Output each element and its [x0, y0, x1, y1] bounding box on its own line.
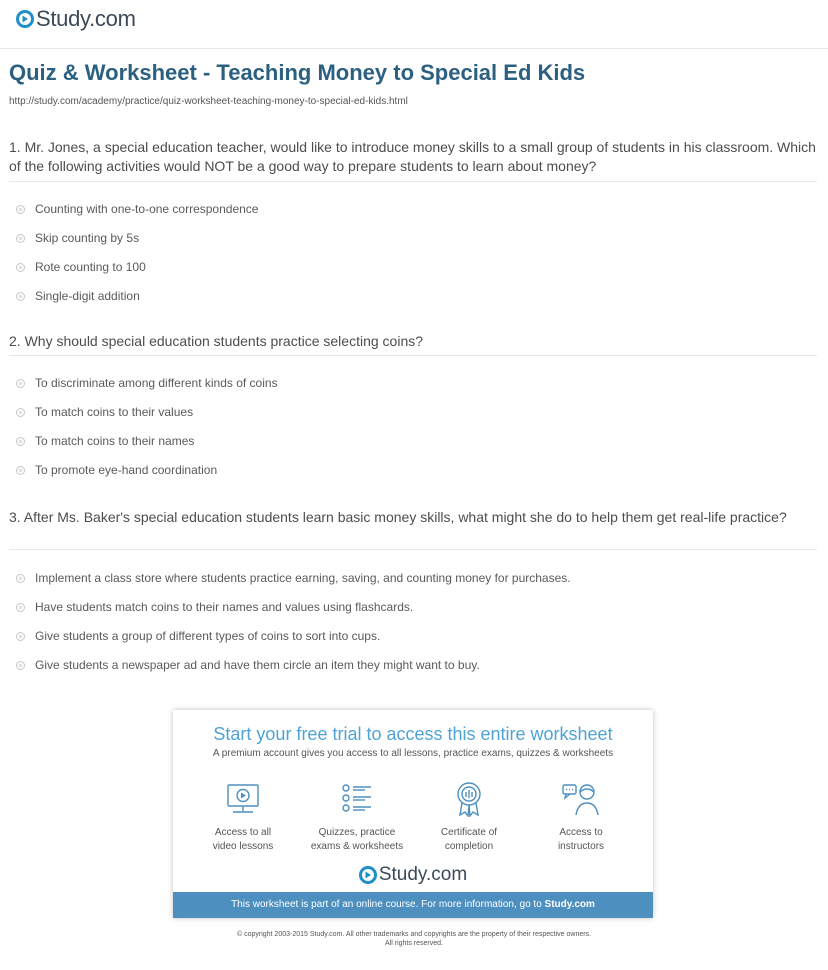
question-3-divider — [9, 549, 817, 550]
question-1-option-3[interactable] — [16, 260, 146, 274]
study-logo-text: Study.com — [36, 6, 136, 31]
feature-instructors — [531, 780, 631, 854]
question-3-option-2[interactable] — [16, 600, 413, 614]
instructor-icon — [531, 780, 631, 818]
option-label: To match coins to their values — [35, 405, 194, 419]
question-2-option-3[interactable] — [16, 434, 194, 448]
radio-button[interactable] — [16, 234, 25, 243]
certificate-icon — [419, 780, 519, 818]
promo-course-bar — [173, 892, 653, 918]
feature-line-2: instructors — [557, 841, 605, 852]
radio-button[interactable] — [16, 632, 25, 641]
question-2-option-2[interactable] — [16, 405, 193, 419]
feature-line-2: completion — [444, 841, 494, 852]
radio-button[interactable] — [16, 263, 25, 272]
page-title: Quiz & Worksheet - Teaching Money to Special Ed Kids — [9, 60, 586, 85]
copyright-line-1: © copyright 2003-2015 Study.com. All other trademarks and copyrights are the property of their respective owners. — [236, 931, 592, 938]
question-3-option-1[interactable] — [16, 571, 571, 585]
question-3-option-4[interactable] — [16, 658, 480, 672]
feature-line-1: Certificate of — [440, 827, 498, 838]
study-logo-play-icon — [359, 866, 377, 884]
option-label: Counting with one-to-one correspondence — [35, 202, 259, 216]
radio-button[interactable] — [16, 379, 25, 388]
radio-button[interactable] — [16, 408, 25, 417]
promo-logo-text: Study.com — [378, 864, 468, 885]
feature-line-2: video lessons — [212, 841, 274, 852]
option-label: Give students a newspaper ad and have them circle an item they might want to buy. — [35, 658, 480, 672]
video-lesson-icon — [193, 780, 293, 818]
question-1-option-2[interactable] — [16, 231, 139, 245]
feature-line-2: exams & worksheets — [310, 841, 404, 852]
radio-button[interactable] — [16, 661, 25, 670]
option-label: Skip counting by 5s — [35, 231, 140, 245]
radio-button[interactable] — [16, 603, 25, 612]
study-logo-play-icon — [16, 10, 34, 28]
feature-video-lessons — [193, 780, 293, 854]
feature-line-1: Access to — [559, 827, 603, 838]
radio-button[interactable] — [16, 205, 25, 214]
feature-quizzes — [307, 780, 407, 854]
radio-button[interactable] — [16, 437, 25, 446]
question-3-text: 3. After Ms. Baker's special education students learn basic money skills, what might she do to help them get real-life practice? — [9, 509, 787, 525]
option-label: To promote eye-hand coordination — [35, 463, 218, 477]
copyright-line-2: All rights reserved. — [385, 940, 443, 947]
promo-subtitle: A premium account gives you access to all lessons, practice exams, quizzes & worksheets — [212, 748, 614, 759]
question-2-option-4[interactable] — [16, 463, 217, 477]
radio-button[interactable] — [16, 292, 25, 301]
option-label: To discriminate among different kinds of coins — [35, 376, 278, 390]
quiz-list-icon — [307, 780, 407, 818]
free-trial-promo[interactable] — [173, 710, 653, 918]
option-label: Have students match coins to their names and values using flashcards. — [35, 600, 414, 614]
promo-study-logo[interactable] — [173, 864, 653, 886]
option-label: Rote counting to 100 — [35, 260, 146, 274]
option-label: To match coins to their names — [35, 434, 195, 448]
option-label: Give students a group of different types of coins to sort into cups. — [35, 629, 381, 643]
promo-bar-text: This worksheet is part of an online course. For more information, go to — [231, 899, 545, 910]
question-1-divider — [9, 181, 817, 182]
feature-line-1: Quizzes, practice — [318, 827, 396, 838]
option-label: Single-digit addition — [35, 289, 140, 303]
feature-certificate — [419, 780, 519, 854]
radio-button[interactable] — [16, 574, 25, 583]
question-2-divider — [9, 355, 817, 356]
question-1-text: 1. Mr. Jones, a special education teacher, would like to introduce money skills to a small group of students in his classroom. Which of the following activities would NOT be a good way to prepare students to learn about money? — [9, 139, 816, 174]
study-logo[interactable] — [16, 6, 136, 32]
page-url: http://study.com/academy/practice/quiz-worksheet-teaching-money-to-special-ed-kids.html — [9, 96, 408, 107]
option-label: Implement a class store where students practice earning, saving, and counting money for purchases. — [35, 571, 571, 585]
radio-button[interactable] — [16, 466, 25, 475]
question-2-option-1[interactable] — [16, 376, 278, 390]
promo-title[interactable]: Start your free trial to access this entire worksheet — [213, 724, 613, 744]
promo-bar-link[interactable]: Study.com — [544, 899, 595, 910]
question-1-option-1[interactable] — [16, 202, 258, 216]
feature-line-1: Access to all — [214, 827, 272, 838]
question-3-option-3[interactable] — [16, 629, 380, 643]
header-divider — [0, 48, 828, 49]
question-1-option-4[interactable] — [16, 289, 140, 303]
copyright-footer — [0, 930, 828, 948]
question-2-text: 2. Why should special education students practice selecting coins? — [9, 333, 424, 349]
